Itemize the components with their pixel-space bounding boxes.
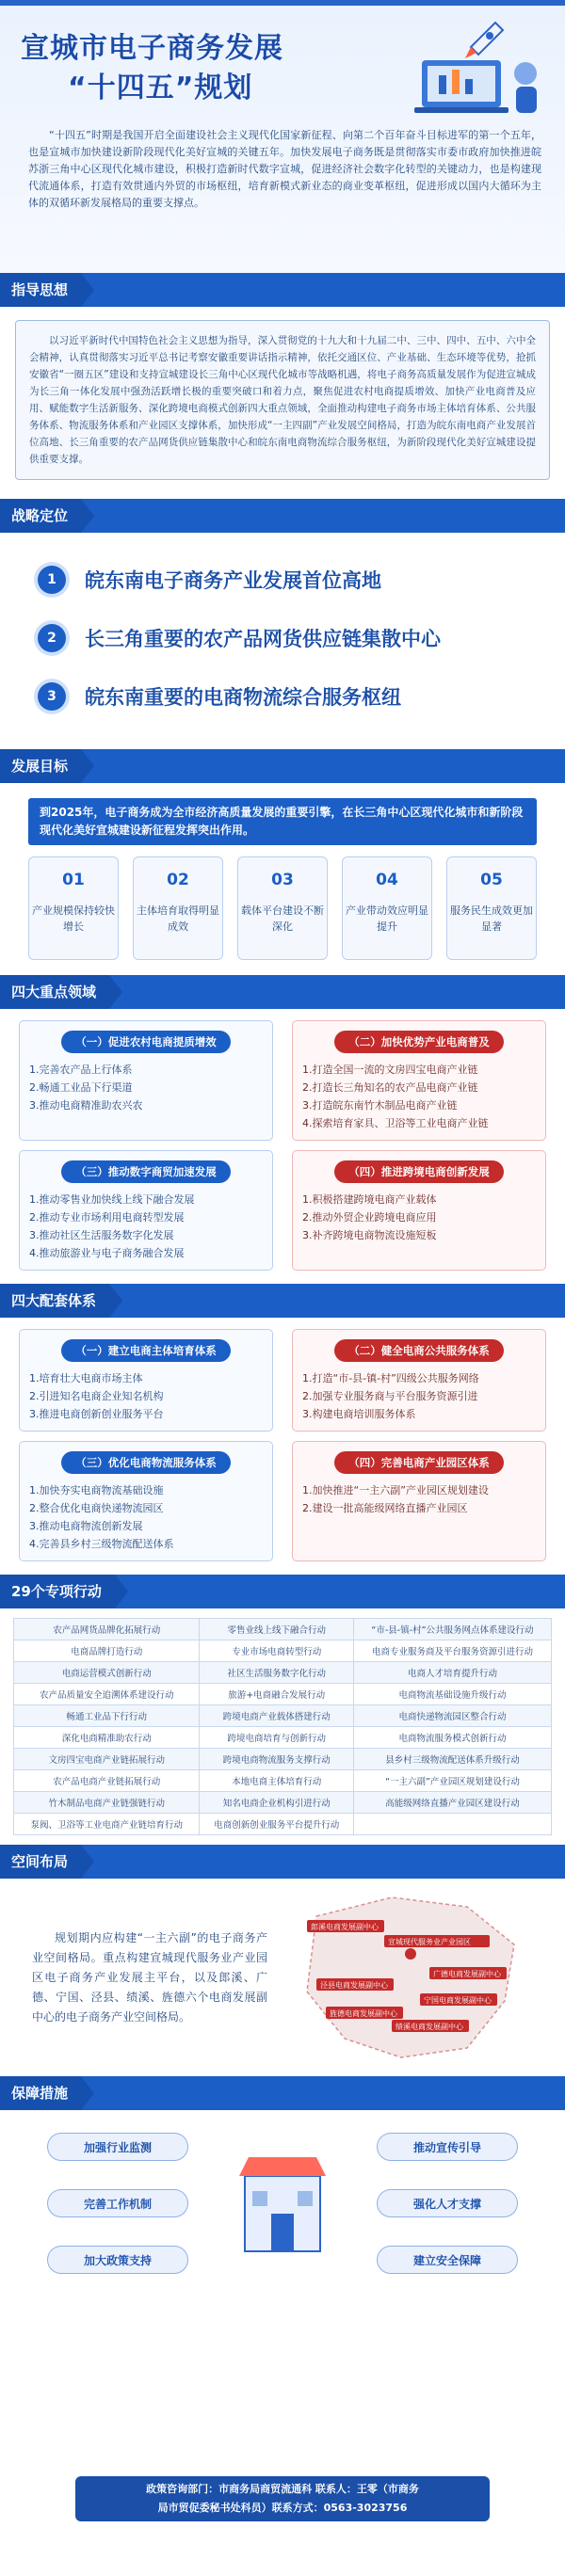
spatial-layout-section [0, 1845, 565, 2076]
goal-number: 02 [167, 871, 189, 889]
table-cell [354, 1814, 552, 1835]
table-cell: 深化电商精准助农行动 [14, 1727, 200, 1749]
table-row [14, 1749, 552, 1770]
card-item: 4.推动旅游业与电子商务融合发展 [29, 1247, 185, 1259]
table-cell: 跨境电商培育与创新行动 [200, 1727, 354, 1749]
table-cell: 竹木制品电商产业链强链行动 [14, 1792, 200, 1814]
header [0, 0, 565, 273]
area-card [19, 1150, 273, 1271]
system-card [292, 1329, 546, 1432]
system-card [292, 1441, 546, 1561]
positioning-item [38, 553, 527, 606]
positioning-text: 皖东南重要的电商物流综合服务枢纽 [85, 686, 401, 709]
key-areas-section [0, 975, 565, 1284]
card-title: （二）健全电商公共服务体系 [334, 1339, 504, 1362]
map-label: 泾县电商发展副中心 [320, 1981, 388, 1990]
measure-pill: 加大政策支持 [47, 2246, 188, 2274]
table-row [14, 1792, 552, 1814]
section-title: 空间布局 [0, 1845, 81, 1879]
table-cell: “市-县-镇-村”公共服务网点体系建设行动 [354, 1619, 552, 1640]
page-title-line1: 宣城市电子商务发展 [21, 32, 283, 65]
area-card [19, 1020, 273, 1141]
table-cell: 电商人才培育提升行动 [354, 1662, 552, 1684]
guarantee-body [0, 2110, 565, 2345]
card-item: 2.打造长三角知名的农产品电商产业链 [302, 1081, 478, 1094]
section-title: 战略定位 [0, 499, 81, 533]
positioning-text: 长三角重要的农产品网货供应链集散中心 [85, 628, 441, 650]
table-cell: 知名电商企业机构引进行动 [200, 1792, 354, 1814]
positioning-text: 皖东南电子商务产业发展首位高地 [85, 569, 381, 592]
number-badge: 3 [38, 682, 66, 711]
goal-card [237, 856, 328, 960]
positioning-item [38, 612, 527, 664]
table-cell: 跨境电商产业载体搭建行动 [200, 1705, 354, 1727]
table-cell: 跨境电商物流服务支撑行动 [200, 1749, 354, 1770]
section-header [0, 2076, 565, 2110]
contact-footer [75, 2476, 490, 2521]
guiding-section [0, 273, 565, 493]
spatial-layout-text: 规划期内应构建“一主六副”的电子商务产业空间格局。重点构建宣城现代服务业产业园区电子商务产业发展主平台，以及郎溪、广德、宁国、泾县、绩溪、旌德六个电商发展副中心的电子商务产业空间格局。 [32, 1930, 267, 2024]
card-title: （四）推进跨境电商创新发展 [334, 1160, 504, 1183]
card-title: （三）推动数字商贸加速发展 [61, 1160, 231, 1183]
table-cell: 泵阀、卫浴等工业电商产业链培育行动 [14, 1814, 200, 1835]
card-item: 3.推进电商创新创业服务平台 [29, 1408, 164, 1420]
goal-card [28, 856, 119, 960]
map-label: 宣城现代服务业产业园区 [388, 1938, 471, 1946]
table-row [14, 1770, 552, 1792]
card-item: 1.推动零售业加快线上线下融合发展 [29, 1193, 195, 1206]
goal-number: 03 [271, 871, 294, 889]
card-title: （四）完善电商产业园区体系 [334, 1451, 504, 1474]
map-label: 绩溪电商发展副中心 [396, 2023, 463, 2031]
card-item: 2.推动外贸企业跨境电商应用 [302, 1211, 437, 1224]
card-item: 3.补齐跨境电商物流设施短板 [302, 1229, 437, 1241]
spatial-layout-map [279, 1888, 542, 2067]
map-label: 宁国电商发展副中心 [424, 1996, 492, 2005]
top-accent-bar [0, 0, 565, 6]
number-badge: 2 [38, 624, 66, 652]
measure-pill: 建立安全保障 [377, 2246, 518, 2274]
goal-number: 05 [480, 871, 503, 889]
table-cell: 社区生活服务数字化行动 [200, 1662, 354, 1684]
shop-illustration [226, 2138, 339, 2261]
table-cell: 电商品牌打造行动 [14, 1640, 200, 1662]
table-cell: 电商快递物流园区整合行动 [354, 1705, 552, 1727]
table-cell: 畅通工业品下行行动 [14, 1705, 200, 1727]
map-label: 郎溪电商发展副中心 [311, 1923, 379, 1931]
table-row [14, 1814, 552, 1835]
goal-text: 产业带动效应明显提升 [346, 904, 428, 933]
section-header [0, 1284, 565, 1318]
card-item: 3.构建电商培训服务体系 [302, 1408, 416, 1420]
intro-paragraph: “十四五”时期是我国开启全面建设社会主义现代化国家新征程、向第二个百年奋斗目标进军的第一个五年，也是宣城市加快建设新阶段现代化美好宣城的关键五年。加快发展电子商务既是贯彻落实市委市政府加快推进皖苏浙三角中心区现代化城市建设，积极打造新时代数字宣城，促进经济社会数字化转型的关键动力，也是构建现代流通体系，打造有效贯通内外贸的市场枢纽，培育新模式新业态的商业变革枢纽，促进形成以国内大循环为主体的双循环新发展格局的重要支撑点。 [28, 129, 541, 209]
rocket-laptop-illustration [405, 13, 546, 117]
section-title: 指导思想 [0, 273, 81, 307]
section-title: 发展目标 [0, 749, 81, 783]
table-cell: “一主六副”产业园区规划建设行动 [354, 1770, 552, 1792]
section-header [0, 273, 565, 307]
card-item: 2.畅通工业品下行渠道 [29, 1081, 133, 1094]
table-cell: 农产品网货品牌化拓展行动 [14, 1619, 200, 1640]
table-cell: 电商物流服务模式创新行动 [354, 1727, 552, 1749]
goals-section [0, 749, 565, 975]
goal-number: 04 [376, 871, 398, 889]
table-cell: 零售业线上线下融合行动 [200, 1619, 354, 1640]
card-item: 1.积极搭建跨境电商产业载体 [302, 1193, 437, 1206]
table-cell: 电商运营模式创新行动 [14, 1662, 200, 1684]
card-item: 1.打造“市-县-镇-村”四级公共服务网络 [302, 1372, 479, 1384]
measure-pill: 完善工作机制 [47, 2189, 188, 2217]
goal-card [133, 856, 223, 960]
card-item: 2.加强专业服务商与平台服务资源引进 [302, 1390, 478, 1402]
table-cell: 高能级网络直播产业园区建设行动 [354, 1792, 552, 1814]
actions-section [0, 1575, 565, 1845]
card-item: 4.完善县乡村三级物流配送体系 [29, 1538, 174, 1550]
section-title: 四大重点领域 [0, 975, 109, 1009]
card-title: （一）建立电商主体培育体系 [61, 1339, 231, 1362]
table-cell: 农产品电商产业链拓展行动 [14, 1770, 200, 1792]
card-item: 1.打造全国一流的文房四宝电商产业链 [302, 1064, 478, 1076]
table-cell: 电商创新创业服务平台提升行动 [200, 1814, 354, 1835]
table-row [14, 1662, 552, 1684]
table-cell: 专业市场电商转型行动 [200, 1640, 354, 1662]
measure-pill: 推动宣传引导 [377, 2133, 518, 2161]
card-item: 2.引进知名电商企业知名机构 [29, 1390, 164, 1402]
section-header [0, 749, 565, 783]
table-cell: 本地电商主体培育行动 [200, 1770, 354, 1792]
measure-pill: 强化人才支撑 [377, 2189, 518, 2217]
support-systems-section [0, 1284, 565, 1575]
card-item: 1.加快夯实电商物流基础设施 [29, 1484, 164, 1496]
positioning-section [0, 499, 565, 744]
number-badge: 1 [38, 566, 66, 594]
card-item: 1.培育壮大电商市场主体 [29, 1372, 143, 1384]
positioning-item [38, 670, 527, 723]
card-item: 3.推动电商精准助农兴农 [29, 1099, 143, 1112]
goal-text: 载体平台建设不断深化 [241, 904, 324, 933]
card-item: 3.推动社区生活服务数字化发展 [29, 1229, 174, 1241]
card-title: （二）加快优势产业电商普及 [334, 1031, 504, 1053]
section-header [0, 1575, 565, 1608]
section-title: 四大配套体系 [0, 1284, 109, 1318]
section-header [0, 499, 565, 533]
page-title-line2: “十四五”规划 [68, 72, 253, 104]
section-title: 保障措施 [0, 2076, 81, 2110]
card-item: 4.探索培育家具、卫浴等工业电商产业链 [302, 1117, 489, 1129]
section-header [0, 1845, 565, 1879]
system-card [19, 1441, 273, 1561]
card-title: （三）优化电商物流服务体系 [61, 1451, 231, 1474]
goal-text: 产业规模保持较快增长 [32, 904, 115, 933]
goal-number: 01 [62, 871, 85, 889]
goal-card [342, 856, 432, 960]
table-cell: 文房四宝电商产业链拓展行动 [14, 1749, 200, 1770]
table-row [14, 1619, 552, 1640]
table-cell: 县乡村三级物流配送体系升级行动 [354, 1749, 552, 1770]
goal-text: 主体培育取得明显成效 [137, 904, 219, 933]
area-card [292, 1020, 546, 1141]
contact-line: 政策咨询部门：市商务局商贸流通科 联系人：王零（市商务 [146, 2483, 419, 2495]
system-card [19, 1329, 273, 1432]
table-cell: 旅游+电商融合发展行动 [200, 1684, 354, 1705]
card-item: 3.打造皖东南竹木制品电商产业链 [302, 1099, 458, 1112]
area-card [292, 1150, 546, 1271]
table-cell: 电商物流基础设施升级行动 [354, 1684, 552, 1705]
card-item: 2.整合优化电商快递物流园区 [29, 1502, 164, 1514]
table-cell: 农产品质量安全追溯体系建设行动 [14, 1684, 200, 1705]
card-item: 1.完善农产品上行体系 [29, 1064, 133, 1076]
table-row [14, 1705, 552, 1727]
goal-card [446, 856, 537, 960]
guiding-text: 以习近平新时代中国特色社会主义思想为指导，深入贯彻党的十九大和十九届二中、三中、四中、五中、六中全会精神，认真贯彻落实习近平总书记考察安徽重要讲话指示精神，依托交通区位、产业基础、生态环境等优势，抢抓安徽省“一圈五区”建设和支持宣城建设长三角中心区现代化城市等战略机遇，将电子商务高质量发展作为促进宣城成为长三角一体化发展中强劲活跃增长极的重要突破口和着力点，聚焦促进农村电商提质增效、加快产业电商普及应用、赋能数字生活新服务、深化跨境电商模式创新四大重点领域，全面推动构建电子商务市场主体培育体系、公共服务体系、物流服务体系和产业园区支撑体系，加快形成“一主四副”产业发展空间格局，打造为皖东南电商产业发展首位高地、长三角重要的农产品网货供应链集散中心和皖东南电商物流综合服务枢纽，为新阶段现代化美好宣城建设提供重要支撑。 [15, 320, 550, 480]
card-item: 3.推动电商物流创新发展 [29, 1520, 143, 1532]
goals-banner: 到2025年，电子商务成为全市经济高质量发展的重要引擎，在长三角中心区现代化城市和新阶段现代化美好宣城建设新征程发挥突出作用。 [28, 798, 537, 845]
guarantee-section [0, 2076, 565, 2345]
measure-pill: 加强行业监测 [47, 2133, 188, 2161]
table-row [14, 1684, 552, 1705]
section-header [0, 975, 565, 1009]
table-row [14, 1640, 552, 1662]
map-label: 旌德电商发展副中心 [330, 2009, 397, 2018]
card-item: 2.推动专业市场利用电商转型发展 [29, 1211, 185, 1224]
actions-table [13, 1618, 552, 1835]
section-title: 29个专项行动 [0, 1575, 115, 1608]
card-item: 1.加快推进“一主六副”产业园区规划建设 [302, 1484, 489, 1496]
table-row [14, 1727, 552, 1749]
goal-text: 服务民生成效更加显著 [450, 904, 533, 933]
contact-line: 局市贸促委秘书处科员）联系方式：0563-3023756 [157, 2502, 408, 2514]
card-item: 2.建设一批高能级网络直播产业园区 [302, 1502, 468, 1514]
card-title: （一）促进农村电商提质增效 [61, 1031, 231, 1053]
table-cell: 电商专业服务商及平台服务资源引进行动 [354, 1640, 552, 1662]
map-label: 广德电商发展副中心 [433, 1970, 501, 1978]
goal-cards [28, 856, 537, 960]
